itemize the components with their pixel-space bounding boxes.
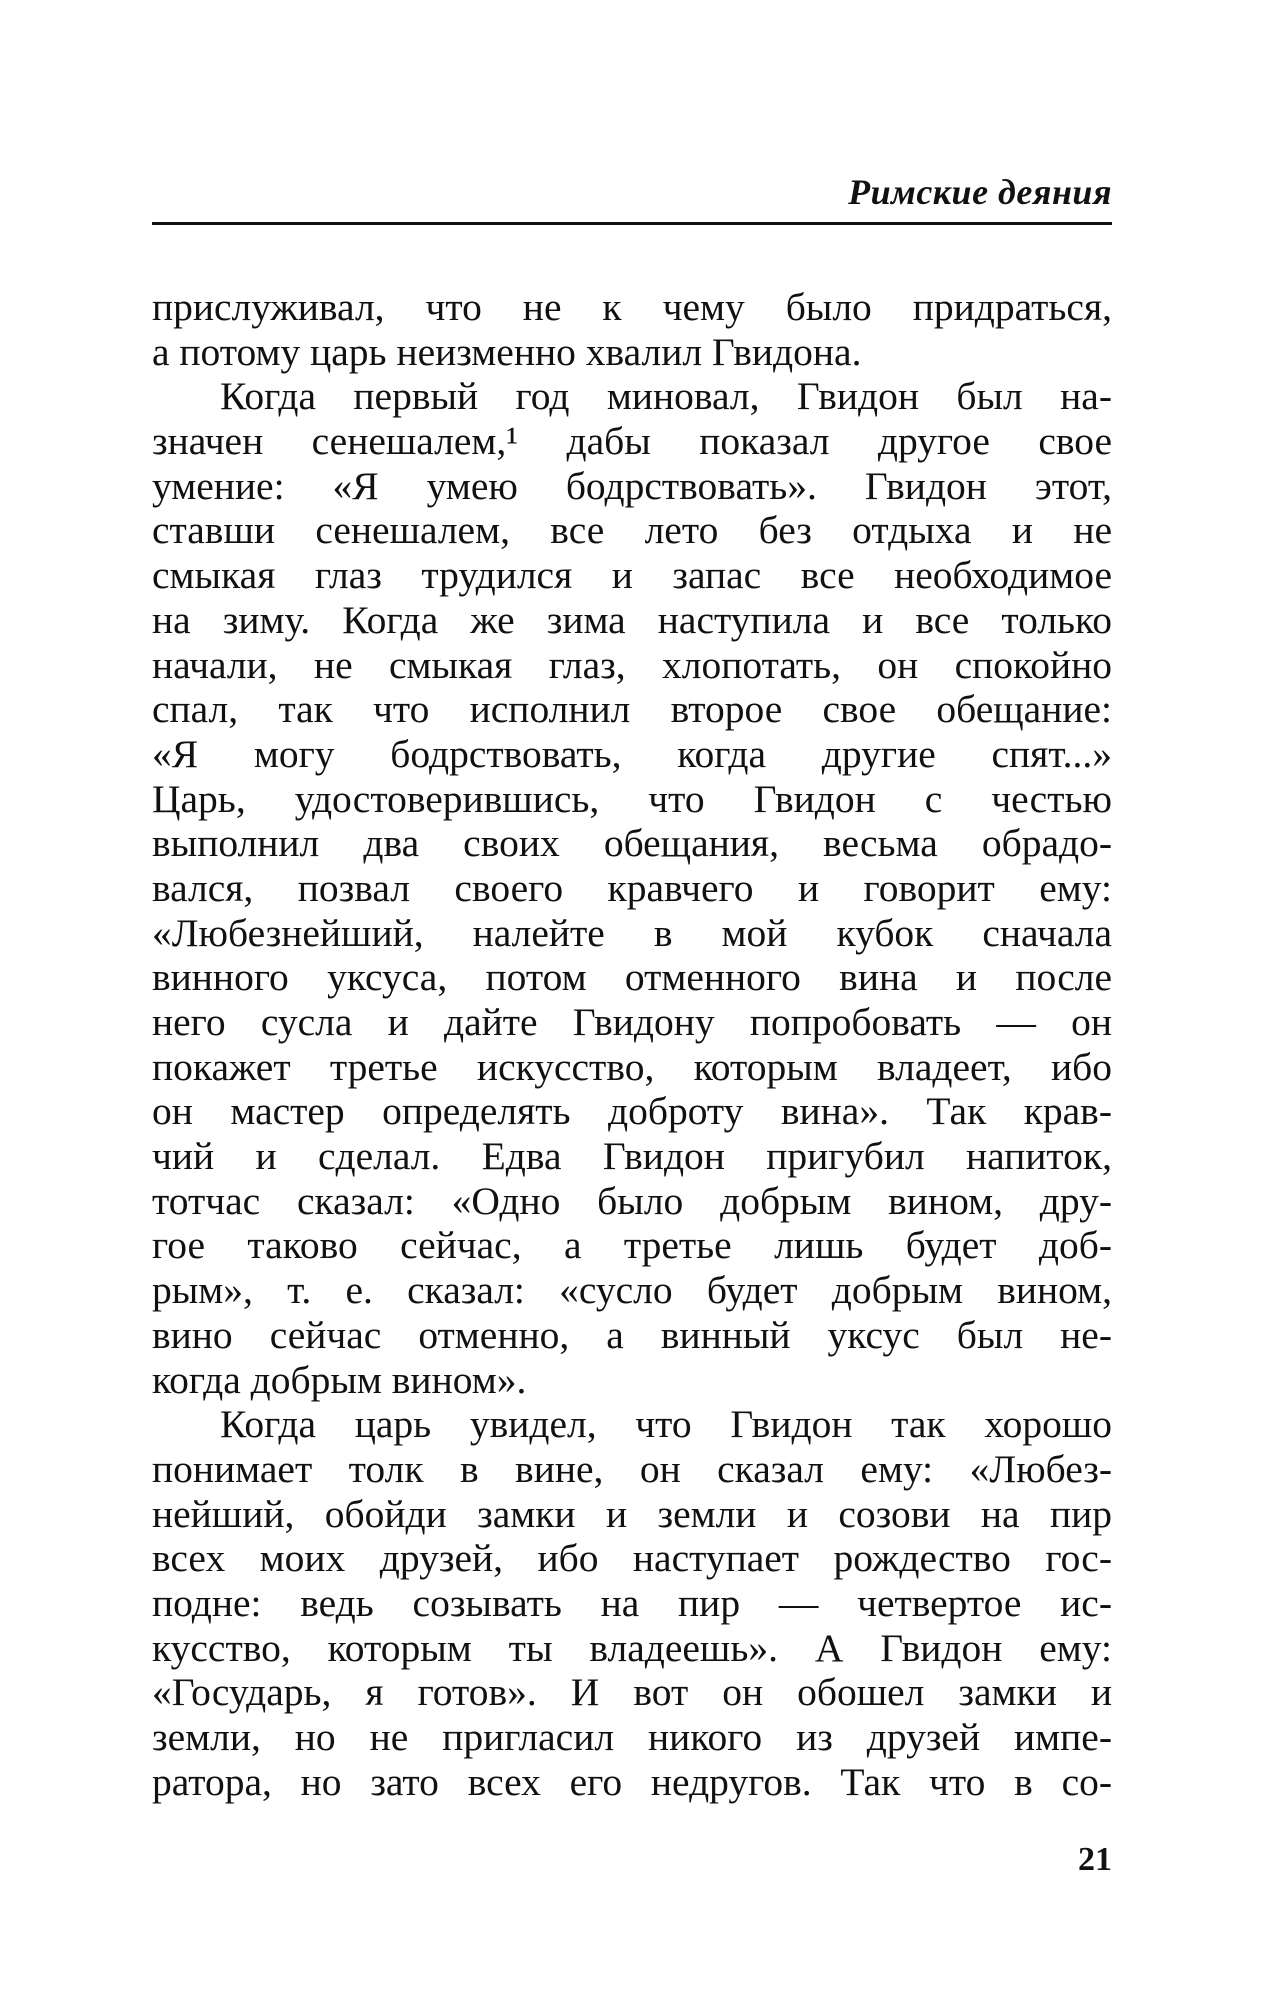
text-line: тотчас сказал: «Одно было добрым вином, дру-	[152, 1178, 1112, 1223]
text-line: земли, но не пригласил никого из друзей импе-	[152, 1715, 1112, 1759]
text-line: гое таково сейчас, а третье лишь будет доб-	[152, 1223, 1112, 1268]
text-line: «Любезнейший, налейте в мой кубок сначала	[152, 910, 1112, 955]
text-line: умение: «Я умею бодрствовать». Гвидон этот,	[152, 463, 1112, 508]
text-line: него сусла и дайте Гвидону попробовать — он	[152, 1000, 1112, 1044]
text-line: спал, так что исполнил второе свое обещание:	[152, 687, 1112, 732]
text-line: выполнил два своих обещания, весьма обрадо-	[152, 821, 1112, 866]
text-line: «Государь, я готов». И вот он обошел замки и	[152, 1670, 1112, 1715]
header-rule	[152, 222, 1112, 225]
text-line: а потому царь неизменно хвалил Гвидона.	[152, 329, 862, 374]
text-line: вино сейчас отменно, а винный уксус был не-	[152, 1312, 1112, 1357]
text-line: смыкая глаз трудился и запас все необходимое	[152, 553, 1112, 598]
text-line: рым», т. е. сказал: «сусло будет добрым вином,	[152, 1268, 1112, 1313]
text-line: понимает толк в вине, он сказал ему: «Любез-	[152, 1446, 1112, 1491]
page-number: 21	[1078, 1841, 1112, 1878]
running-head-title: Римские деяния	[848, 172, 1112, 212]
text-line: покажет третье искусство, которым владеет, ибо	[152, 1044, 1112, 1089]
text-line: Когда царь увидел, что Гвидон так хорошо	[220, 1402, 1112, 1447]
text-line: винного уксуса, потом отменного вина и после	[152, 955, 1112, 1000]
text-line: чий и сделал. Едва Гвидон пригубил напиток,	[152, 1134, 1112, 1179]
text-line: когда добрым вином».	[152, 1357, 527, 1402]
text-line: подне: ведь созывать на пир — четвертое ис-	[152, 1580, 1112, 1625]
text-line: прислуживал, что не к чему было придраться,	[152, 285, 1112, 329]
text-line: ставши сенешалем, все лето без отдыха и не	[152, 508, 1112, 553]
text-line: он мастер определять доброту вина». Так крав-	[152, 1089, 1112, 1134]
text-line: вался, позвал своего кравчего и говорит ему:	[152, 865, 1112, 910]
text-line: кусство, которым ты владеешь». А Гвидон ему:	[152, 1625, 1112, 1670]
text-line: на зиму. Когда же зима наступила и все только	[152, 597, 1112, 642]
text-line: начали, не смыкая глаз, хлопотать, он спокойно	[152, 642, 1112, 687]
text-line: нейший, обойди замки и земли и созови на пир	[152, 1491, 1112, 1536]
text-line: значен сенешалем,¹ дабы показал другое свое	[152, 419, 1112, 464]
text-line: всех моих друзей, ибо наступает рождество гос-	[152, 1536, 1112, 1581]
body-text	[152, 285, 1112, 1804]
text-line: ратора, но зато всех его недругов. Так что в со-	[152, 1759, 1112, 1804]
text-line: «Я могу бодрствовать, когда другие спят...»	[152, 731, 1112, 776]
text-line: Когда первый год миновал, Гвидон был на-	[220, 374, 1112, 419]
text-line: Царь, удостоверившись, что Гвидон с честью	[152, 776, 1112, 821]
